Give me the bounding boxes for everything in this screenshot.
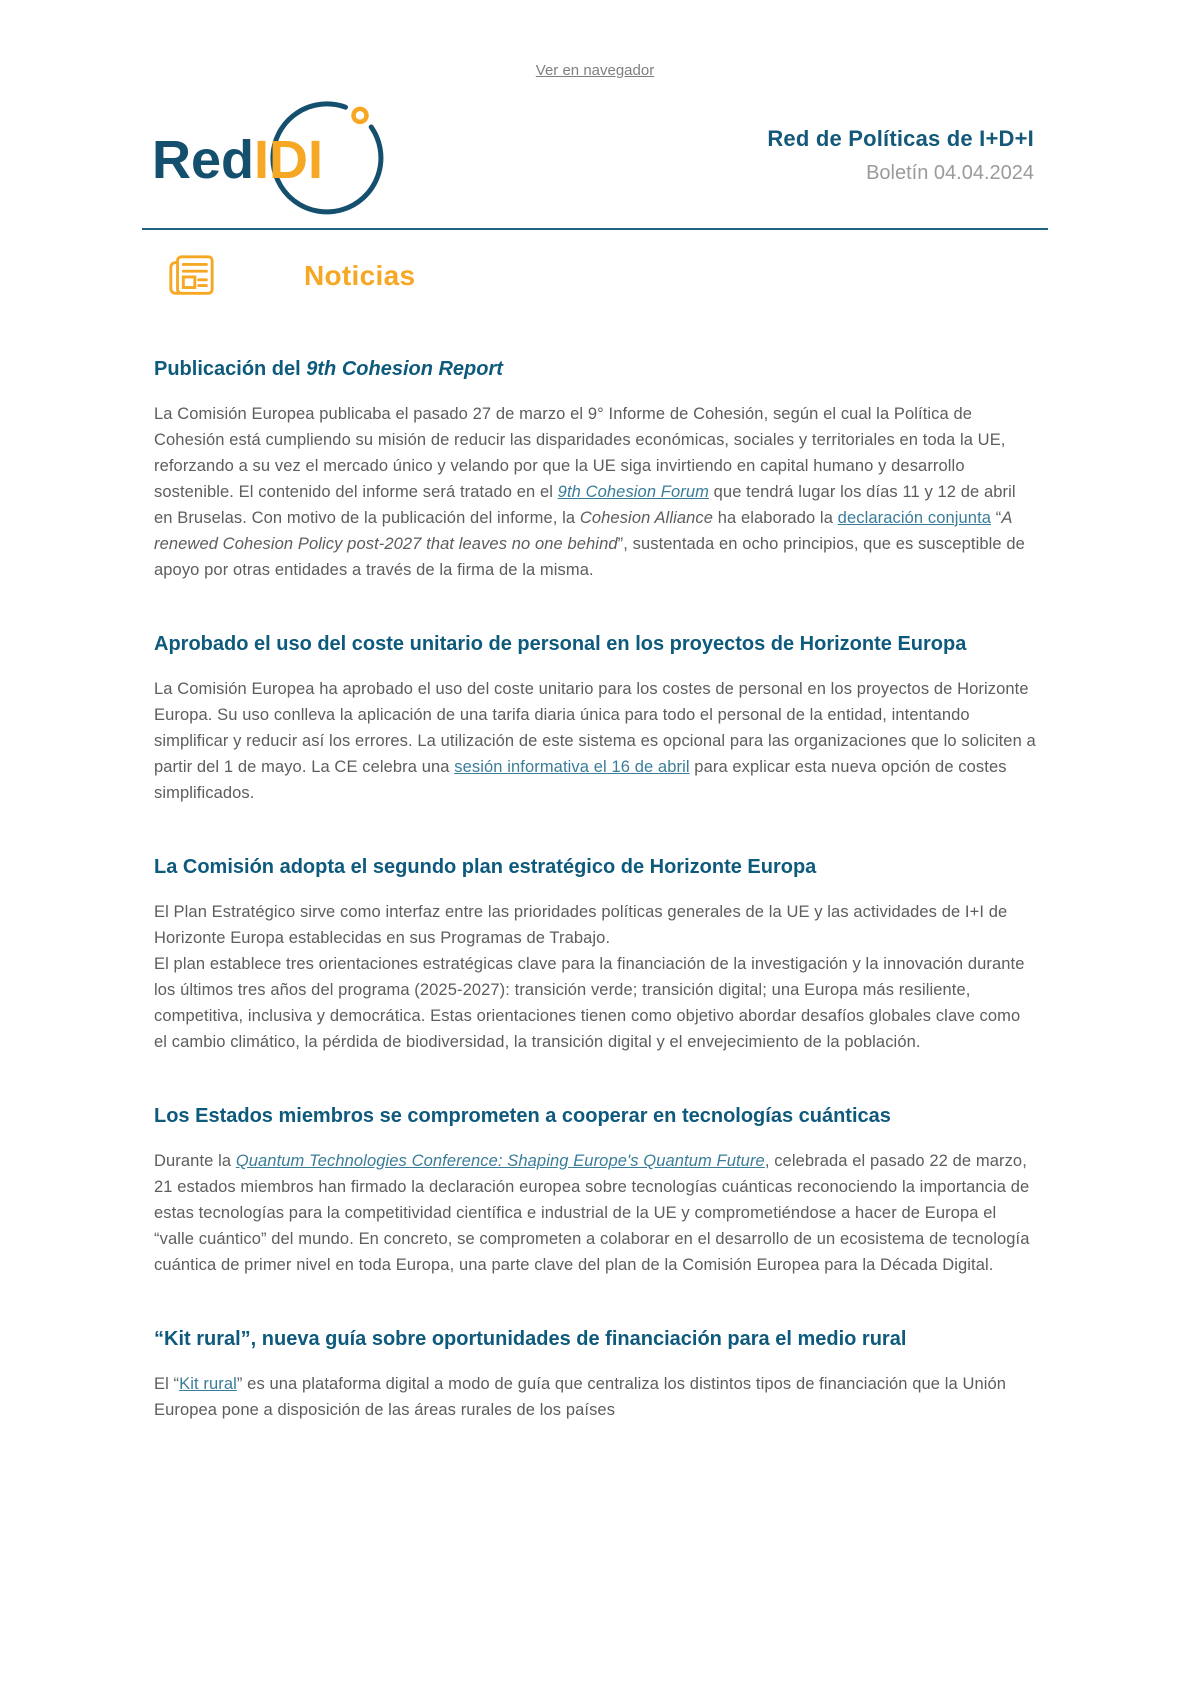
- text-run: “Kit rural”, nueva guía sobre oportunidades de financiación para el medio rural: [154, 1328, 907, 1350]
- logo-text: [152, 130, 323, 190]
- text-run: ”, sustentada en ocho principios, que es susceptible de apoyo por otras entidades a través de la firma de la misma.: [154, 535, 1025, 579]
- logo-text-idi: IDI: [254, 130, 324, 190]
- newsletter-header: [154, 94, 1036, 216]
- news-list: [154, 354, 1036, 1423]
- news-item-heading: [154, 354, 1036, 384]
- text-run: El “: [154, 1375, 180, 1393]
- text-run: para explicar esta nueva opción de costes simplificados.: [154, 758, 1007, 802]
- logo-text-red: Red: [152, 130, 255, 190]
- news-item-paragraph: [154, 1148, 1036, 1278]
- news-item-heading: [154, 1101, 1036, 1131]
- text-run: Durante la: [154, 1152, 236, 1170]
- text-run: La Comisión Europea publicaba el pasado 27 de marzo el 9° Informe de Cohesión, según el cual la Política de Cohesión está cumpliendo su misión de reducir las disparidades económicas, sociales y territoriales en toda la UE, reforzando a su vez el mercado único y velando por que la UE siga invirtiendo en capital humano y desarrollo sostenible. El contenido del informe será tratado en el: [154, 405, 1006, 501]
- inline-link[interactable]: Kit rural: [179, 1375, 237, 1393]
- header-titles: [767, 126, 1034, 185]
- org-name: Red de Políticas de I+D+I: [767, 125, 1034, 151]
- news-item-heading: [154, 629, 1036, 659]
- news-item-paragraph: [154, 676, 1036, 806]
- header-divider: [142, 228, 1048, 230]
- news-item-paragraph: [154, 401, 1036, 583]
- italic-text: 9th Cohesion Report: [306, 358, 503, 380]
- text-run: La Comisión adopta el segundo plan estratégico de Horizonte Europa: [154, 856, 817, 878]
- text-run: Los Estados miembros se comprometen a cooperar en tecnologías cuánticas: [154, 1105, 891, 1127]
- text-run: ” es una plataforma digital a modo de guía que centraliza los distintos tipos de financiación que la Unión Europea pone a disposición de las áreas rurales de los países: [154, 1375, 1007, 1419]
- news-item-heading: [154, 1324, 1036, 1354]
- text-run: “: [991, 509, 1002, 527]
- news-item-heading: [154, 852, 1036, 882]
- bulletin-date: Boletín 04.04.2024: [866, 161, 1034, 184]
- logo-orbit-dot-icon: [354, 109, 367, 122]
- text-run: El Plan Estratégico sirve como interfaz entre las prioridades políticas generales de la UE y las actividades de I+I de Horizonte Europa establecidas en sus Programas de Trabajo.: [154, 903, 1008, 947]
- news-item-paragraph: [154, 899, 1036, 1055]
- noticias-section-header: [154, 252, 1036, 300]
- inline-link[interactable]: declaración conjunta: [837, 509, 992, 527]
- inline-link[interactable]: Quantum Technologies Conference: Shaping Europe's Quantum Future: [235, 1152, 765, 1170]
- text-run: La Comisión Europea ha aprobado el uso del coste unitario para los costes de personal en los proyectos de Horizonte Europa. Su uso conlleva la aplicación de una tarifa diaria única para todo el personal de la entidad, intentando simplificar y reducir así los errores. La utilización de este sistema es opcional para las organizaciones que lo soliciten a partir del 1 de mayo. La CE celebra una: [154, 680, 1036, 776]
- view-in-browser-link[interactable]: Ver en navegador: [535, 62, 655, 79]
- text-run: Publicación del: [154, 358, 307, 380]
- text-run: ha elaborado la: [713, 509, 838, 527]
- text-run: que tendrá lugar los días 11 y 12 de abril en Bruselas. Con motivo de la publicación del informe, la: [154, 483, 1016, 527]
- italic-text: A renewed Cohesion Policy post-2027 that leaves no one behind: [154, 509, 1012, 553]
- italic-text: Cohesion Alliance: [579, 509, 714, 527]
- text-run: Aprobado el uso del coste unitario de personal en los proyectos de Horizonte Europa: [154, 633, 967, 655]
- newspaper-icon: [166, 252, 216, 300]
- news-item-paragraph: [154, 1371, 1036, 1423]
- redidi-logo: [144, 94, 412, 216]
- text-run: El plan establece tres orientaciones estratégicas clave para la financiación de la investigación y la innovación durante los últimos tres años del programa (2025-2027): transición verde; transición digital; una Europa más resiliente, competitiva, inclusiva y democrática. Estas orientaciones tienen como objetivo abordar desafíos globales clave como el cambio climático, la pérdida de biodiversidad, la transición digital y el envejecimiento de la población.: [154, 955, 1025, 1051]
- noticias-title: Noticias: [304, 260, 416, 291]
- inline-link[interactable]: 9th Cohesion Forum: [557, 483, 709, 501]
- inline-link[interactable]: sesión informativa el 16 de abril: [454, 758, 690, 776]
- view-in-browser-bar: [0, 0, 1190, 80]
- text-run: , celebrada el pasado 22 de marzo, 21 estados miembros han firmado la declaración europea sobre tecnologías cuánticas reconociendo la importancia de estas tecnologías para la competitividad científica e industrial de la UE y comprometiéndose a hacer de Europa el “valle cuántico” del mundo. En concreto, se comprometen a colaborar en el desarrollo de un ecosistema de tecnología cuántica de primer nivel en toda Europa, una parte clave del plan de la Comisión Europea para la Década Digital.: [154, 1152, 1030, 1274]
